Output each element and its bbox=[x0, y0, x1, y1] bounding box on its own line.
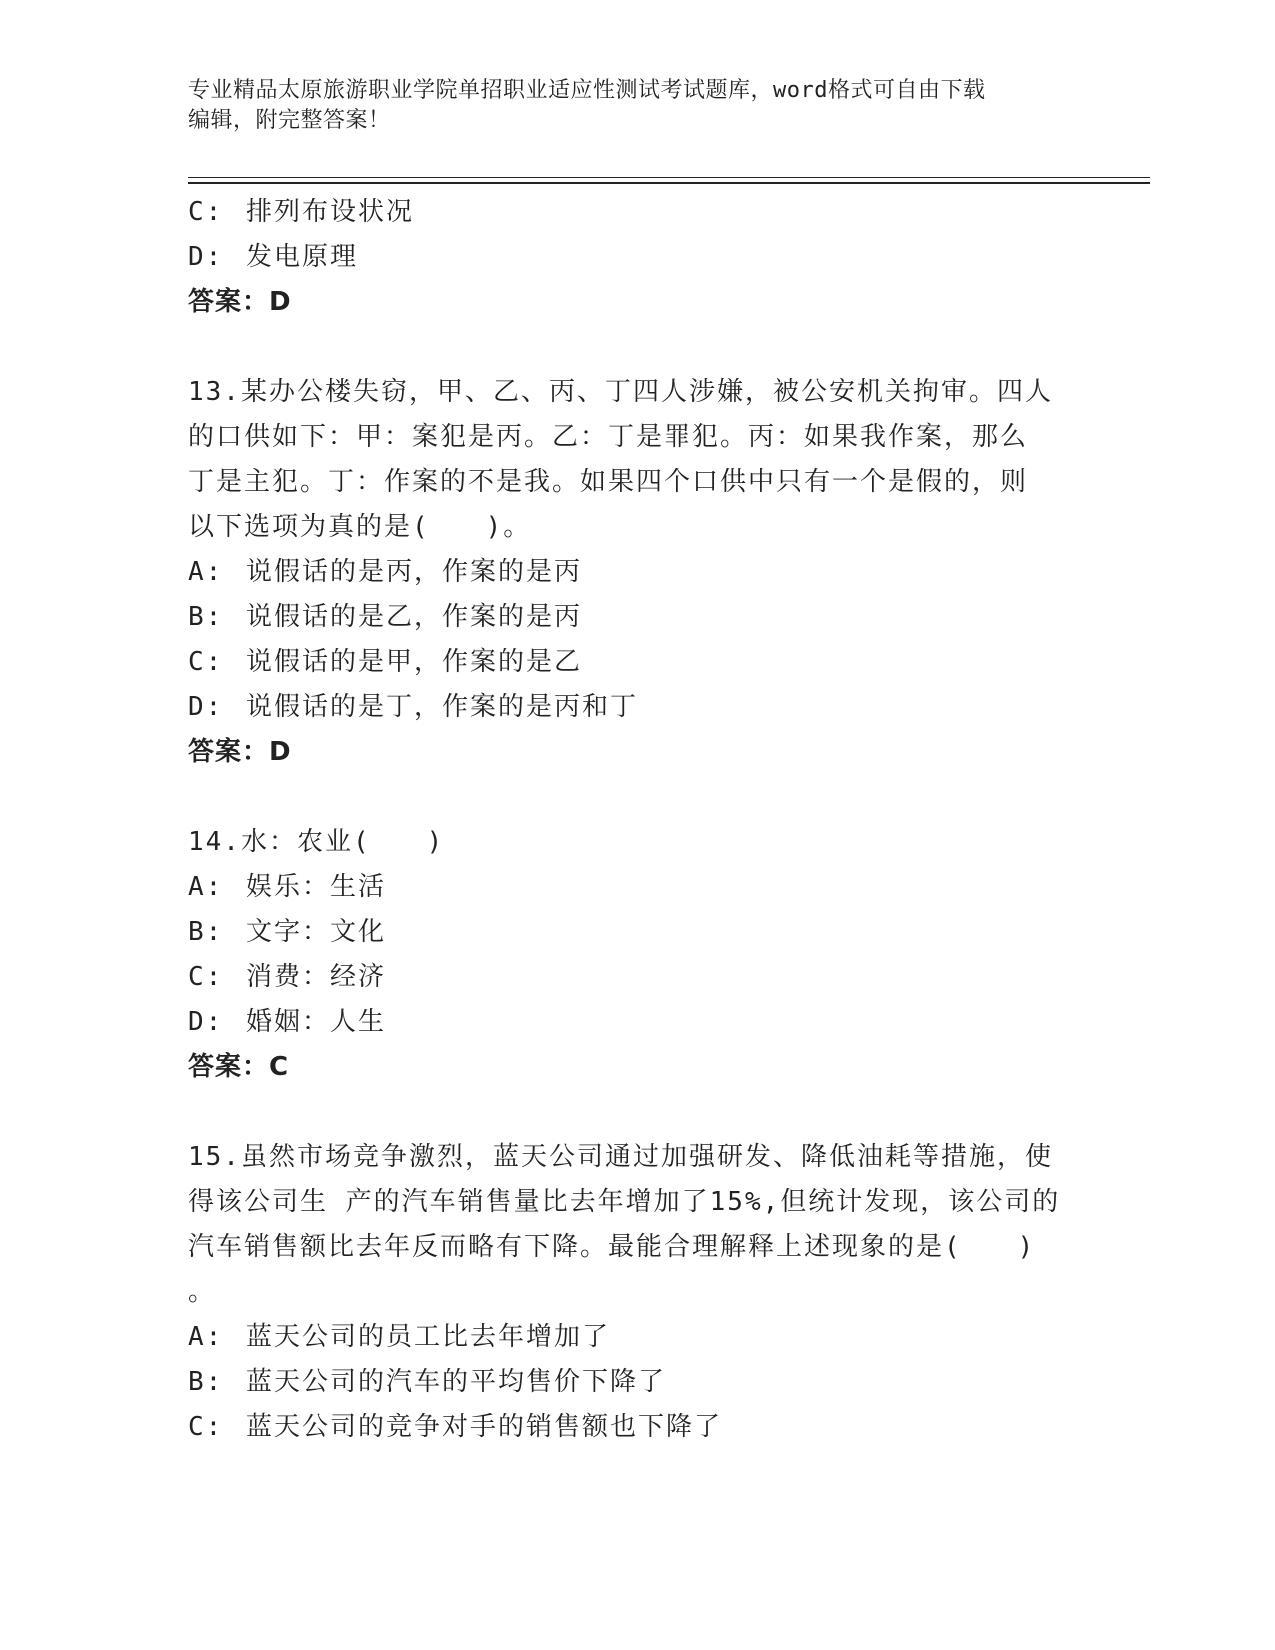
question-14 bbox=[188, 820, 1088, 1090]
option-text: 蓝天公司的员工比去年增加了 bbox=[246, 1322, 611, 1352]
option-d bbox=[188, 235, 1088, 280]
option-a bbox=[188, 865, 1088, 910]
question-stem-line: 得该公司生 产的汽车销售量比去年增加了15%,但统计发现，该公司的 bbox=[188, 1187, 1061, 1217]
option-b bbox=[188, 595, 1088, 640]
spacer bbox=[188, 1090, 1088, 1135]
answer-line: 答案：C bbox=[188, 1052, 290, 1082]
spacer bbox=[188, 775, 1088, 820]
option-text: 消费：经济 bbox=[246, 962, 387, 992]
option-letter: C: bbox=[188, 1412, 224, 1442]
option-letter: A: bbox=[188, 557, 224, 587]
question-stem-line: 13.某办公楼失窃，甲、乙、丙、丁四人涉嫌，被公安机关拘审。四人 bbox=[188, 377, 1053, 407]
option-letter: D: bbox=[188, 242, 224, 272]
option-letter: C: bbox=[188, 962, 224, 992]
question-stem-line: 汽车销售额比去年反而略有下降。最能合理解释上述现象的是( ) bbox=[188, 1232, 1036, 1262]
option-text: 蓝天公司的竞争对手的销售额也下降了 bbox=[246, 1412, 723, 1442]
header-line-1: 专业精品太原旅游职业学院单招职业适应性测试考试题库，word格式可自由下载 bbox=[188, 78, 986, 103]
option-letter: C: bbox=[188, 647, 224, 677]
option-b bbox=[188, 1360, 1088, 1405]
option-letter: B: bbox=[188, 917, 224, 947]
option-letter: D: bbox=[188, 1007, 224, 1037]
option-letter: A: bbox=[188, 872, 224, 902]
question-stem-line: 以下选项为真的是( )。 bbox=[188, 512, 532, 542]
option-a bbox=[188, 1315, 1088, 1360]
option-letter: D: bbox=[188, 692, 224, 722]
option-c bbox=[188, 190, 1088, 235]
option-text: 说假话的是甲，作案的是乙 bbox=[246, 647, 583, 677]
option-text: 婚姻：人生 bbox=[246, 1007, 387, 1037]
question-stem-line: 14.水：农业( ) bbox=[188, 827, 445, 857]
option-text: 说假话的是丁，作案的是丙和丁 bbox=[246, 692, 639, 722]
question-stem-line: 15.虽然市场竞争激烈，蓝天公司通过加强研发、降低油耗等措施，使 bbox=[188, 1142, 1053, 1172]
option-text: 文字：文化 bbox=[246, 917, 387, 947]
option-d bbox=[188, 1000, 1088, 1045]
option-text: 发电原理 bbox=[246, 242, 359, 272]
question-15 bbox=[188, 1135, 1088, 1450]
option-c bbox=[188, 1405, 1088, 1450]
question-stem-line: 丁是主犯。丁：作案的不是我。如果四个口供中只有一个是假的，则 bbox=[188, 467, 1029, 497]
option-letter: B: bbox=[188, 1367, 224, 1397]
option-text: 说假话的是乙，作案的是丙 bbox=[246, 602, 583, 632]
question-stem-line: 的口供如下：甲：案犯是丙。乙：丁是罪犯。丙：如果我作案，那么 bbox=[188, 422, 1029, 452]
option-b bbox=[188, 910, 1088, 955]
question-stem-line: 。 bbox=[188, 1277, 217, 1307]
spacer bbox=[188, 325, 1088, 370]
option-c bbox=[188, 955, 1088, 1000]
option-text: 排列布设状况 bbox=[246, 197, 415, 227]
option-letter: C: bbox=[188, 197, 224, 227]
header-line-2: 编辑，附完整答案！ bbox=[188, 108, 391, 133]
answer-line: 答案：D bbox=[188, 287, 292, 317]
header-rule-thin bbox=[188, 177, 1150, 178]
option-text: 说假话的是丙，作案的是丙 bbox=[246, 557, 583, 587]
document-header bbox=[188, 76, 1088, 136]
header-rule-thick bbox=[188, 182, 1150, 184]
option-letter: B: bbox=[188, 602, 224, 632]
option-a bbox=[188, 550, 1088, 595]
option-letter: A: bbox=[188, 1322, 224, 1352]
answer-line: 答案：D bbox=[188, 737, 292, 767]
option-text: 娱乐：生活 bbox=[246, 872, 387, 902]
question-12-tail bbox=[188, 190, 1088, 325]
document-body bbox=[188, 190, 1088, 1450]
option-text: 蓝天公司的汽车的平均售价下降了 bbox=[246, 1367, 667, 1397]
option-d bbox=[188, 685, 1088, 730]
option-c bbox=[188, 640, 1088, 685]
question-13 bbox=[188, 370, 1088, 775]
